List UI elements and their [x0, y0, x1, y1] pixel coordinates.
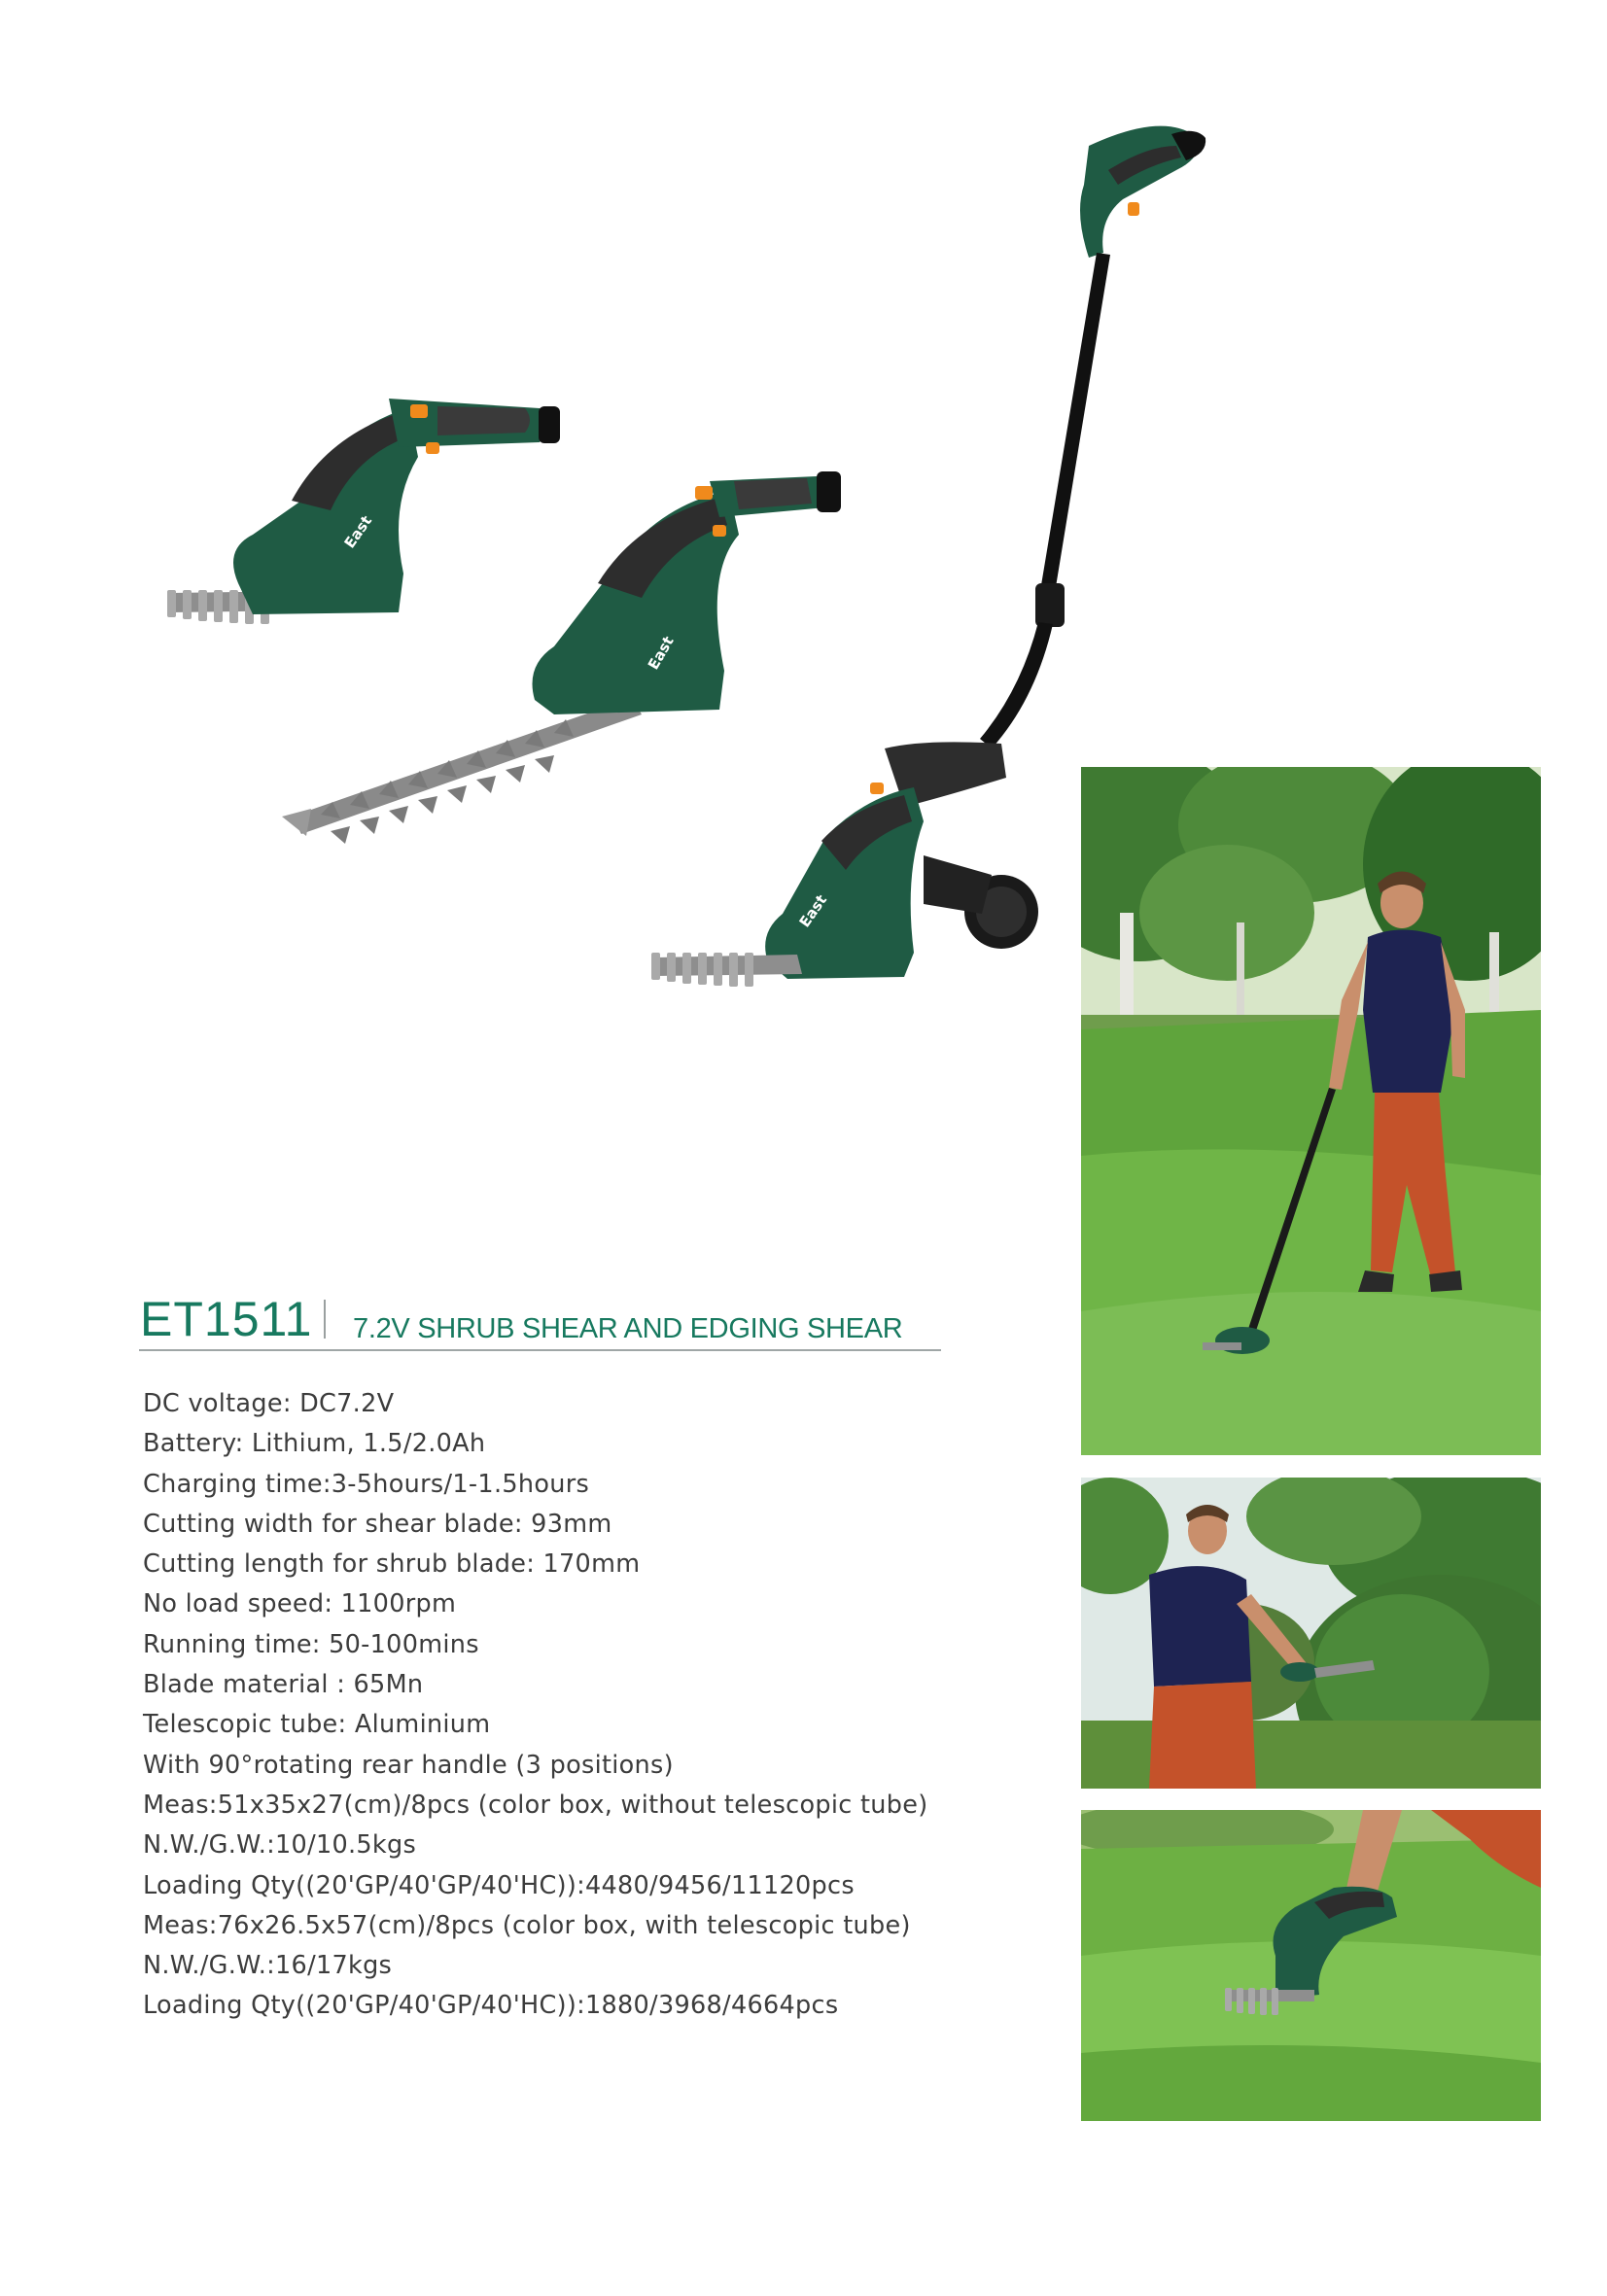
- spec-item: Battery: Lithium, 1.5/2.0Ah: [143, 1429, 486, 1459]
- brand-logo: East: [644, 633, 678, 673]
- brand-logo: East: [795, 891, 831, 931]
- spec-item: Meas:76x26.5x57(cm)/8pcs (color box, with telescopic tube): [143, 1910, 911, 1940]
- lifestyle-photo-lawn: [1081, 767, 1541, 1455]
- model-number: ET1511: [140, 1292, 313, 1346]
- brand-logo: East: [340, 512, 376, 552]
- product-heading: [139, 1293, 941, 1351]
- spec-item: With 90°rotating rear handle (3 positions): [143, 1750, 674, 1780]
- heading-underline: [139, 1349, 941, 1351]
- grass-shear-tool: [167, 399, 560, 624]
- spec-item: Loading Qty((20'GP/40'GP/40'HC)):1880/3968/4664pcs: [143, 1991, 839, 2021]
- lifestyle-photo-closeup: [1081, 1810, 1541, 2121]
- product-name: 7.2V SHRUB SHEAR AND EDGING SHEAR: [353, 1313, 903, 1344]
- lifestyle-photo-shrub: [1081, 1478, 1541, 1789]
- spec-item: Loading Qty((20'GP/40'GP/40'HC)):4480/9456/11120pcs: [143, 1870, 855, 1900]
- spec-item: Meas:51x35x27(cm)/8pcs (color box, without telescopic tube): [143, 1790, 928, 1820]
- spec-item: N.W./G.W.:10/10.5kgs: [143, 1830, 417, 1861]
- spec-item: DC voltage: DC7.2V: [143, 1389, 395, 1418]
- spec-item: Cutting width for shear blade: 93mm: [143, 1509, 612, 1539]
- spec-list: [143, 1384, 927, 2027]
- spec-item: No load speed: 1100rpm: [143, 1589, 457, 1619]
- spec-item: Telescopic tube: Aluminium: [143, 1710, 491, 1740]
- spec-item: Cutting length for shrub blade: 170mm: [143, 1549, 641, 1580]
- spec-item: Running time: 50-100mins: [143, 1629, 479, 1659]
- spec-item: N.W./G.W.:16/17kgs: [143, 1951, 393, 1981]
- spec-item: Charging time:3-5hours/1-1.5hours: [143, 1469, 590, 1499]
- spec-item: Blade material : 65Mn: [143, 1670, 424, 1700]
- heading-divider: [324, 1300, 326, 1339]
